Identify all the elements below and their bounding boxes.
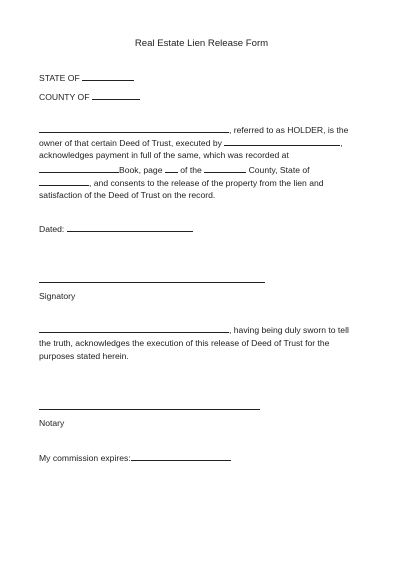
sworn-text: , having being duly sworn to tell	[229, 325, 349, 335]
truth-line	[39, 338, 329, 349]
holder-name-blank[interactable]	[39, 124, 229, 133]
state-of-line	[39, 72, 134, 84]
truth-text: the truth, acknowledges the execution of this release of Deed of Trust for the	[39, 338, 330, 348]
commission-line	[39, 452, 231, 464]
owner-comma: ,	[340, 138, 343, 148]
purposes-text: purposes stated herein.	[39, 351, 129, 361]
state-blank[interactable]	[82, 72, 134, 81]
acknowledges-text: acknowledges payment in full of the same, which was recorded at	[39, 150, 289, 160]
signatory-signature-line[interactable]	[39, 282, 265, 283]
of-the-text: of the	[180, 165, 202, 175]
consents-line	[39, 177, 324, 189]
state-of-label: STATE OF	[39, 73, 80, 83]
owner-text: owner of that certain Deed of Trust, executed by	[39, 138, 222, 148]
satisfaction-line	[39, 190, 215, 201]
owner-line	[39, 137, 343, 149]
county-of-label: COUNTY OF	[39, 92, 90, 102]
book-blank[interactable]	[39, 164, 119, 173]
page-blank[interactable]	[165, 164, 178, 173]
purposes-line	[39, 351, 129, 362]
county-of-line	[39, 91, 140, 103]
sworn-name-blank[interactable]	[39, 324, 229, 333]
state-name-blank[interactable]	[39, 177, 89, 186]
holder-text: , referred to as HOLDER, is the	[229, 125, 349, 135]
acknowledges-line	[39, 150, 289, 161]
sworn-line	[39, 324, 349, 336]
county-state-text: County, State of	[248, 165, 310, 175]
commission-blank[interactable]	[131, 452, 231, 461]
county-blank[interactable]	[92, 91, 140, 100]
book-page-line	[39, 164, 310, 176]
notary-signature-line[interactable]	[39, 409, 260, 410]
consents-text: , and consents to the release of the property from the lien and	[89, 178, 324, 188]
dated-label: Dated:	[39, 224, 65, 234]
signatory-label: Signatory	[39, 291, 76, 301]
county-name-blank[interactable]	[204, 164, 246, 173]
holder-line	[39, 124, 348, 136]
book-page-text: Book, page	[119, 165, 163, 175]
form-title: Real Estate Lien Release Form	[134, 38, 269, 49]
commission-label: My commission expires:	[39, 453, 131, 463]
satisfaction-text: satisfaction of the Deed of Trust on the record.	[39, 190, 216, 200]
executed-by-blank[interactable]	[224, 137, 343, 148]
dated-line	[39, 223, 193, 235]
notary-label: Notary	[39, 418, 65, 428]
dated-blank[interactable]	[67, 223, 193, 232]
